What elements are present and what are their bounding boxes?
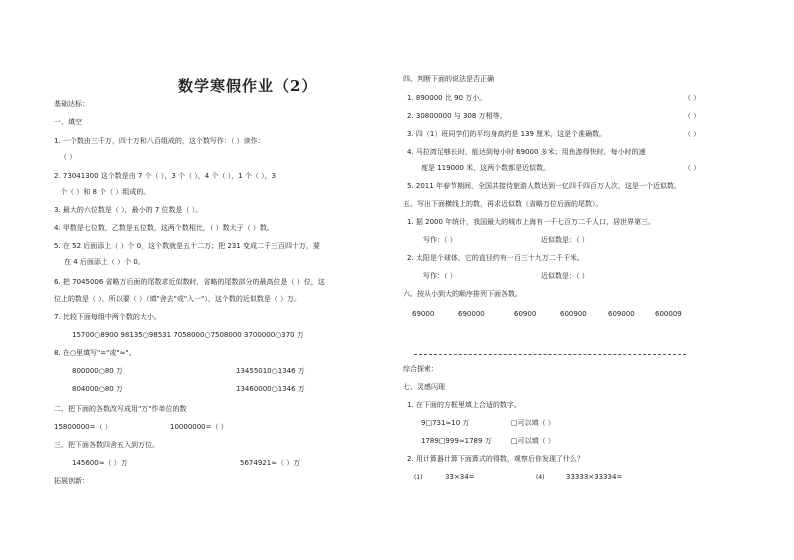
- section-inspiration: 七、灵感闪现: [403, 383, 445, 391]
- order-number-1: 69000: [412, 310, 435, 318]
- rounding-a: 145600≈（ ）万: [72, 459, 128, 467]
- calc-1-label: (1): [414, 474, 423, 481]
- section-basic: 基础达标：: [54, 100, 89, 108]
- calc-4: 33333×33334=: [566, 473, 623, 481]
- question-8-c: 804000○80 万: [72, 385, 123, 393]
- section-order: 六、按从小到大的顺序排列下面各数。: [403, 290, 522, 298]
- inspiration-2: 2. 用计算器计算下面算式的得数，观察后你发现了什么？: [407, 455, 584, 463]
- judge-4-answer: （ ）: [684, 164, 701, 172]
- section-judge: 四、判断下面的说法是否正确: [403, 75, 494, 83]
- write-2-approx: 近似数是：（ ）: [541, 272, 589, 280]
- order-number-2: 690000: [458, 310, 485, 318]
- judge-4: 4. 马拉湾足够长时，能达到每小时 69000 多米；用鱼游得快时，每小时的速: [407, 148, 646, 156]
- section-fill: 一、填空: [54, 118, 82, 126]
- section-comprehensive: 综合探索：: [403, 365, 438, 373]
- inspiration-1b: 1789□999≈1789 万: [421, 437, 492, 445]
- order-number-5: 609000: [608, 310, 635, 318]
- calc-4-label: (4): [536, 474, 545, 481]
- question-5: 5. 在 52 后面添上（ ）个 0，这个数就是五十二万；把 231 变成二千三百四十万，要: [54, 242, 320, 250]
- question-8: 8. 在○里填写"="或"≈"。: [54, 349, 136, 357]
- judge-1-answer: （ ）: [684, 94, 701, 102]
- rewrite-a: 15800000=（ ）: [54, 423, 112, 431]
- question-2-line2: 个（ ）和 8 个（ ）组成的。: [60, 188, 151, 196]
- judge-1: 1. 890000 比 90 万小。: [407, 94, 487, 102]
- section-extension: 拓展创新：: [54, 477, 89, 485]
- question-6: 6. 把 7045006 省略万后面的尾数求近似数时，省略的尾数部分的最高位是（ ）位，这: [54, 278, 325, 286]
- question-6-line2: 位上的数是（ ），所以要（ ）（填"舍去"或"入一"），这个数的近似数是（ ）万。: [54, 295, 302, 303]
- write-2-written: 写作：（ ）: [423, 272, 457, 280]
- question-1: 1. 一个数由三千万，四十万和八百组成的，这个数写作：（ ）读作：: [54, 137, 265, 145]
- judge-3: 3. 四（1）班同学们的平均身高约是 139 厘米，这是个准确数。: [407, 130, 607, 138]
- judge-2-answer: （ ）: [684, 112, 701, 120]
- write-1: 1. 据 2000 年统计，我国最大的城市上海有一千七百万二千人口，居世界第三。: [407, 218, 656, 226]
- inspiration-1: 1. 在下面的方框里填上合适的数字。: [407, 401, 521, 409]
- write-1-approx: 近似数是：（ ）: [541, 236, 589, 244]
- question-8-a: 800000○80 万: [72, 367, 123, 375]
- write-1-written: 写作：（ ）: [423, 236, 457, 244]
- inspiration-1a-fill: □可以填（ ）: [511, 419, 555, 427]
- order-number-4: 600900: [560, 310, 587, 318]
- page-title: 数学寒假作业（2）: [178, 77, 318, 95]
- judge-5: 5. 2011 年春节期间，全国共接待旅游人数达到一亿四千四百万人次，这是一个近似数。: [407, 182, 681, 190]
- question-7: 7. 比较下面每组中两个数的大小。: [54, 313, 161, 321]
- judge-3-answer: （ ）: [684, 130, 701, 138]
- question-2: 2. 73041300 这个数是由 7 个（ ），3 个（ ），4 个（ ），1 个（ ），3: [54, 172, 277, 180]
- order-number-3: 60900: [514, 310, 537, 318]
- inspiration-1a: 9□731≈10 万: [421, 419, 470, 427]
- answer-dashed-line: [414, 354, 686, 355]
- inspiration-1b-fill: □可以填（ ）: [511, 437, 555, 445]
- rounding-b: 5674921≈（ ）万: [240, 459, 301, 467]
- judge-2: 2. 30800000 与 308 万相等。: [407, 112, 507, 120]
- question-3: 3. 最大的六位数是（ ），最小的 7 位数是（ ）。: [54, 206, 203, 214]
- section-write-numbers: 五、写出下面横线上的数，再求近似数（省略万位后面的尾数）。: [403, 200, 603, 208]
- question-8-b: 13455010○1346 万: [236, 367, 305, 375]
- order-number-6: 600009: [655, 310, 682, 318]
- section-rounding: 三、把下面各数四舍五入到万位。: [54, 441, 159, 449]
- question-5-line2: 在 4 后面添上（ ）个 0。: [64, 258, 145, 266]
- question-1-line2: （ ）: [60, 153, 77, 161]
- question-4: 4. 甲数是七位数，乙数是五位数，这两个数相比，（ ）数大于（ ）数。: [54, 224, 274, 232]
- judge-4-line2: 度是 119000 米，这两个数都是近似数。: [421, 164, 551, 172]
- write-2: 2. 太阳是个球体，它的直径约有一百三十九万二千千米。: [407, 254, 584, 262]
- section-rewrite: 二、把下面的各数改写成用"万"作单位的数: [54, 405, 187, 413]
- question-8-d: 13460000○1346 万: [236, 385, 305, 393]
- calc-1: 33×34=: [445, 473, 475, 481]
- question-7-items: 15700○8900 98135○98531 7058000○7508000 3700000○370 万: [72, 331, 304, 339]
- rewrite-b: 10000000=（ ）: [170, 423, 228, 431]
